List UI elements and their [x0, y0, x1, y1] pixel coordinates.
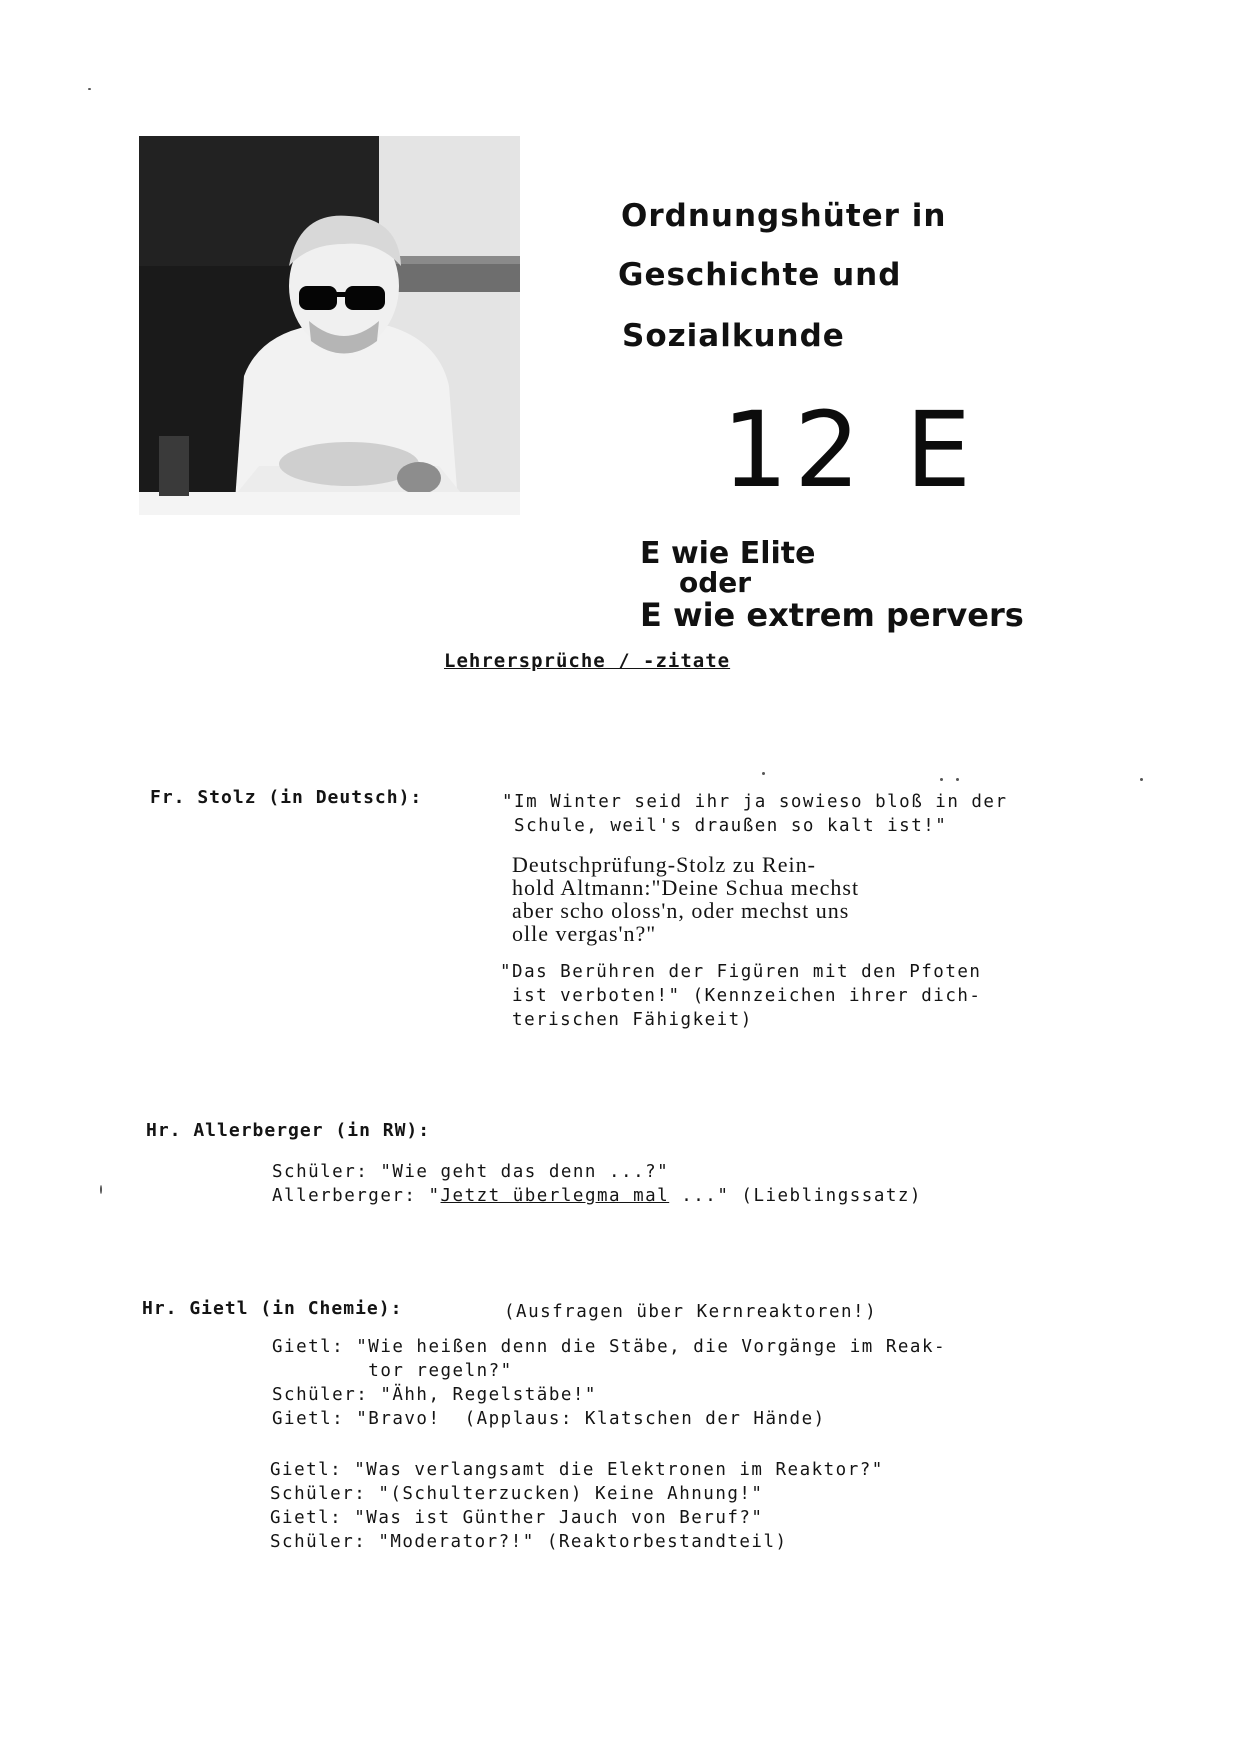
allerberger-line-2-prefix: Allerberger: "	[272, 1186, 441, 1206]
gietl-context: (Ausfragen über Kernreaktoren!)	[504, 1302, 878, 1322]
teacher-label-allerberger: Hr. Allerberger (in RW):	[146, 1120, 431, 1141]
allerberger-line-2-suffix: ..." (Lieblingssatz)	[669, 1186, 922, 1206]
subtitle-line-2: oder	[679, 566, 752, 599]
heading-line-3: Sozialkunde	[622, 318, 845, 354]
teacher-photo-graphic	[139, 136, 520, 515]
scan-speck	[940, 778, 943, 781]
teacher-label-stolz: Fr. Stolz (in Deutsch):	[150, 787, 423, 808]
stolz-quote-3: "Das Berühren der Figüren mit den Pfoten ist verboten!" (Kennzeichen ihrer dich- terischen Fähigkeit)	[500, 962, 982, 1030]
subtitle-line-1: E wie Elite	[640, 536, 816, 571]
allerberger-dialog	[272, 1160, 922, 1208]
scan-speck	[762, 772, 765, 775]
stolz-quote-2: Deutschprüfung-Stolz zu Rein- hold Altmann:"Deine Schua mechst aber scho oloss'n, oder mechst uns olle vergas'n?"	[512, 852, 860, 946]
scan-speck	[1140, 778, 1143, 781]
heading-line-1: Ordnungshüter in	[621, 198, 947, 234]
section-title: Lehrersprüche / -zitate	[444, 650, 731, 672]
allerberger-favourite-phrase: Jetzt überlegma mal	[440, 1186, 670, 1206]
scan-speck	[956, 778, 959, 781]
allerberger-line-1: Schüler: "Wie geht das denn ...?"	[272, 1162, 670, 1182]
subtitle-line-3: E wie extrem pervers	[640, 596, 1024, 634]
stolz-quote-1: "Im Winter seid ihr ja sowieso bloß in der Schule, weil's draußen so kalt ist!"	[502, 792, 1008, 836]
scan-speck	[88, 88, 91, 90]
teacher-label-gietl: Hr. Gietl (in Chemie):	[142, 1298, 403, 1319]
heading-line-2: Geschichte und	[618, 257, 902, 293]
gietl-dialog-1: Gietl: "Wie heißen denn die Stäbe, die Vorgänge im Reak- tor regeln?" Schüler: "Ähh, Regelstäbe!" Gietl: "Bravo! (Applaus: Klatschen der Hände)	[272, 1337, 947, 1429]
scan-speck	[100, 1185, 102, 1194]
gietl-dialog-2: Gietl: "Was verlangsamt die Elektronen im Reaktor?" Schüler: "(Schulterzucken) Keine Ahnung!" Gietl: "Was ist Günther Jauch von Beruf?" Schüler: "Moderator?!" (Reaktorbestandteil)	[270, 1460, 884, 1552]
class-name: 12 E	[722, 389, 978, 511]
teacher-photo	[139, 136, 520, 515]
